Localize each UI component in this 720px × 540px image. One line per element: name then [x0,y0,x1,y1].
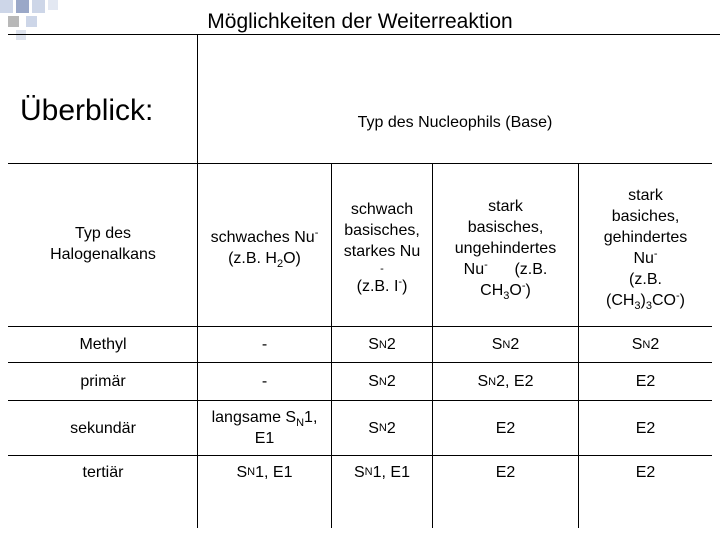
header-subscript: 2 [276,258,284,270]
cell-text: - [261,336,268,353]
header-line: Typ des [74,225,132,242]
page-title: Möglichkeiten der Weiterreaktion [207,10,513,33]
header-text: stark [628,187,663,204]
grid-line [8,163,712,164]
cell-text: E2 [635,463,656,481]
header-text: schwaches Nu [210,229,315,246]
cell-text: S [477,373,489,390]
header-superscript: - [314,227,319,239]
header-text: (z.B. [629,271,662,288]
header-text: basisches, [344,222,420,239]
cell-text: S [354,463,365,481]
table-cell [198,401,331,455]
cell-text: 2 [510,336,520,353]
cell-text: S [368,336,379,353]
header-text: CO [652,292,676,309]
cell-text: E2 [495,419,516,437]
cell-text: S [631,336,643,353]
table-cell: S N 2 [631,336,660,353]
column-header-weak-nucleophile [198,210,331,286]
nucleophile-type-header: Typ des Nucleophils (Base) [357,113,553,131]
cell-text: S [491,336,503,353]
header-text: O) [283,250,301,267]
header-superscript: - [521,279,526,292]
table-cell [579,401,712,455]
cell-text: S [368,373,379,390]
header-text: basiches, [611,208,680,225]
cell-text: 2 [386,336,396,353]
cell-text: 2 [650,336,660,353]
cell-text: 1, E1 [372,463,410,481]
header-superscript: - [653,248,658,260]
cell-text: 2 [386,373,396,390]
header-text: ) [402,278,408,295]
table-cell: S N 2 [368,373,396,390]
header-superscript: - [398,276,403,288]
cell-text: 1, [304,409,318,426]
row-label-secondary: sekundär [70,419,136,437]
header-text: CH [480,281,504,299]
table-cell [198,327,331,362]
header-subscript: 3 [503,289,510,302]
table-cell: S N 1, E1 [354,463,410,481]
cell-text: 2 [386,419,396,437]
column-header-strong-base-unhindered [433,190,578,306]
header-text: starkes Nu [343,243,421,260]
header-text: Nu [633,250,654,267]
cell-text: S [368,419,379,437]
table-cell [198,363,331,400]
header-line: Halogenalkans [50,246,156,263]
header-text: - [380,263,384,275]
cell-text: 1, E1 [255,463,293,481]
row-label-primary: primär [80,373,126,390]
cell-subscript: N [296,417,305,429]
header-text: basisches, [467,218,544,236]
cell-text: E1 [254,430,275,447]
header-text: (z.B. [514,260,548,278]
table-cell [579,363,712,400]
header-subscript: 3 [645,300,652,312]
header-text: gehindertes [603,229,688,246]
cell-text: E2 [635,419,656,437]
header-text: (CH [605,292,635,309]
cell-text: E2 [495,463,516,481]
row-label-methyl: Methyl [79,336,127,353]
table-cell: S N 2 [491,336,520,353]
header-subscript: 3 [634,300,641,312]
header-text: ungehindertes [454,239,557,257]
overview-label: Überblick: [20,93,154,127]
row-label-tertiary: tertiär [82,463,124,481]
header-text: O [509,281,522,299]
title-divider [8,34,720,35]
header-text: ) [640,292,646,309]
cell-text: langsame S [211,409,297,426]
header-superscript: - [676,290,680,302]
halogenalkane-header [8,206,198,282]
header-text: Nu [463,260,485,278]
table-cell: S N 2, E2 [477,373,534,390]
table-cell: S N 1, E1 [236,463,293,481]
table-cell: S N 2 [368,419,396,437]
header-text: ) [525,281,531,299]
header-superscript: - [484,258,488,271]
table-cell [433,401,578,455]
table-cell: S N 2 [368,336,396,353]
header-text: (z.B. H [228,250,277,267]
header-text: stark [488,197,523,215]
column-header-strong-base-hindered [579,178,712,318]
cell-text: E2 [635,373,656,390]
header-text: (z.B. I [356,278,399,295]
table-cell [579,456,712,488]
header-text: schwach [350,201,414,218]
table-cell [433,456,578,488]
cell-text: 2, E2 [496,373,534,390]
cell-text: S [236,463,248,481]
cell-text: - [261,373,268,390]
header-text: ) [679,292,685,309]
column-header-weak-base-strong-nucleophile [332,190,432,306]
